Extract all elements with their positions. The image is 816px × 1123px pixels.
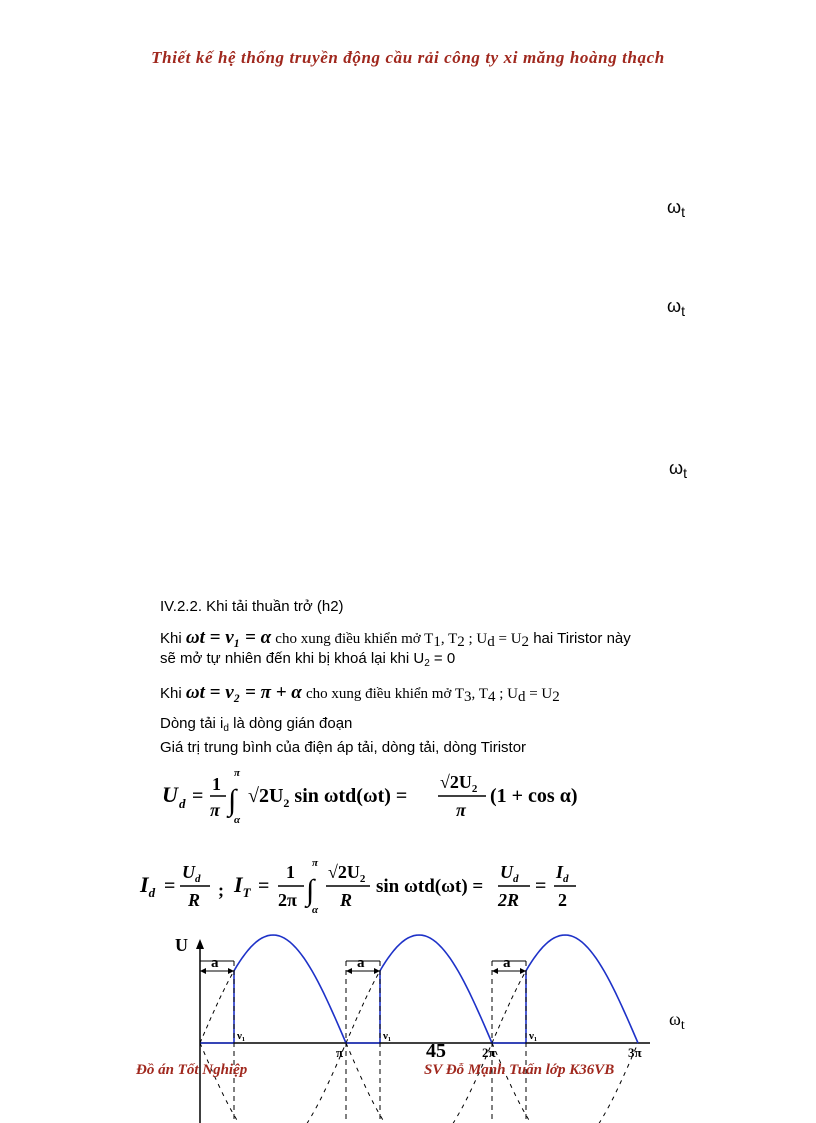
equals-sign: = xyxy=(535,875,547,897)
section-heading: IV.2.2. Khi tải thuần trở (h2) xyxy=(160,598,344,615)
frac3-num: $√2U_2$ xyxy=(328,862,366,885)
text-span: = U xyxy=(525,686,553,702)
omega-t-label-1 xyxy=(667,197,685,220)
text-span: sẽ mở tự nhiên đến khi bị khoá lại khi U xyxy=(160,650,425,667)
sub-2: 2 xyxy=(552,689,560,705)
half-wave-1 xyxy=(234,935,346,1043)
frac4-num: $U_d$ xyxy=(500,862,519,885)
alpha-arrow-right-1 xyxy=(228,968,234,974)
sub-2: 2 xyxy=(521,634,530,650)
equals-sign: = xyxy=(192,785,204,807)
nu-label-3: ν₁ xyxy=(529,1030,538,1042)
y-axis-arrow xyxy=(196,939,204,949)
sub-2: 2 xyxy=(424,658,430,669)
alpha-arrow-left-3 xyxy=(492,968,498,974)
text-span: , T xyxy=(440,631,458,647)
alpha-label-2: a xyxy=(357,955,365,971)
t-subscript: t xyxy=(683,465,687,481)
sub-d: d xyxy=(517,689,526,705)
frac2-num: $√2U_2$ xyxy=(440,772,478,795)
paragraph-line-4: Giá trị trung bình của điện áp tải, dòng tải, dòng Tiristor xyxy=(160,739,527,756)
sub-4: 4 xyxy=(487,689,496,705)
int-upper: π xyxy=(312,857,319,869)
integrand: $√2U_2$ sin ωtd(ωt) = xyxy=(248,785,408,810)
int-lower: α xyxy=(234,814,241,826)
dashed-pre-1 xyxy=(200,971,234,1043)
formula1-tail: (1 + cos α) xyxy=(490,785,578,807)
alpha-label-3: a xyxy=(503,955,511,971)
text-span: cho xung điều khiển mở T xyxy=(305,686,465,702)
separator: ; xyxy=(218,880,224,900)
khi-word: Khi xyxy=(160,685,182,702)
sub-d: d xyxy=(223,723,229,734)
omega-t-label-2 xyxy=(667,296,685,319)
angle-markers xyxy=(200,955,642,1123)
t-subscript: t xyxy=(681,204,685,220)
id-symbol: $I_d$ xyxy=(140,872,156,900)
paragraph-line-2 xyxy=(160,684,560,706)
dashed-negative-3 xyxy=(492,1043,638,1123)
equation-nu2: ωt = ν₂ = π + α xyxy=(185,682,302,703)
frac5-den: 2 xyxy=(558,890,567,910)
y-axis-label: U xyxy=(175,935,188,955)
sub-d: d xyxy=(487,634,495,650)
half-wave-2 xyxy=(380,935,492,1043)
frac-den: R xyxy=(188,890,201,910)
equation-nu1: ωt = ν₁ = α xyxy=(185,627,272,648)
text-span: ; U xyxy=(495,686,518,702)
t-subscript: t xyxy=(681,303,685,319)
alpha-arrow-left-1 xyxy=(200,968,206,974)
omega-t-label-3 xyxy=(669,458,687,481)
negative-dashed-curves xyxy=(200,971,638,1123)
waveform-graph xyxy=(0,925,816,1123)
omega-symbol: ω xyxy=(667,296,682,316)
x-tick-2: 2π xyxy=(482,1045,496,1060)
text-span: Dòng tải i xyxy=(160,715,224,732)
int-lower: α xyxy=(312,904,319,916)
text-span: , T xyxy=(471,686,488,702)
frac5-num: $I_d$ xyxy=(556,862,569,885)
omega-symbol: ω xyxy=(669,458,684,478)
nu-label-1: ν₁ xyxy=(237,1030,246,1042)
sub-1: 1 xyxy=(433,634,441,650)
text-span: cho xung điều khiển mở T xyxy=(275,631,434,647)
frac2-den: π xyxy=(456,800,466,820)
page-number: 45 xyxy=(426,1040,446,1062)
omega-symbol: ω xyxy=(667,197,682,217)
page-header: Thiết kế hệ thống truyền động cầu rải công ty xi măng hoàng thạch xyxy=(151,48,665,67)
dashed-negative-2 xyxy=(346,1043,492,1123)
paragraph-line-3 xyxy=(160,715,352,737)
equals-sign: = xyxy=(164,875,176,897)
frac1-den: π xyxy=(210,800,220,820)
text-span: = U xyxy=(494,631,522,647)
ud-sub: d xyxy=(179,796,186,811)
dashed-pre-3 xyxy=(492,971,526,1043)
frac3-den: R xyxy=(340,890,353,910)
formula2-mid: sin ωtd(ωt) = xyxy=(376,876,484,897)
alpha-arrow-right-3 xyxy=(520,968,526,974)
frac1-num: 1 xyxy=(212,774,221,794)
output-curves xyxy=(200,935,638,1043)
dashed-negative-1 xyxy=(200,1043,346,1123)
frac-num: $U_d$ xyxy=(182,862,201,885)
formula-id-it xyxy=(138,850,588,920)
frac2-num: 1 xyxy=(286,862,295,882)
paragraph-line-1 xyxy=(160,629,631,651)
text-span: là dòng gián đoạn xyxy=(228,715,353,732)
khi-word: Khi xyxy=(160,630,182,647)
dashed-pre-2 xyxy=(346,971,380,1043)
formula-ud xyxy=(160,760,580,830)
alpha-label-1: a xyxy=(211,955,219,971)
footer-left: Đồ án Tốt Nghiệp xyxy=(136,1062,248,1078)
sub-2: 2 xyxy=(457,634,465,650)
half-wave-3 xyxy=(526,935,638,1043)
ud-symbol: U xyxy=(162,782,178,807)
text-span: ; U xyxy=(464,631,488,647)
nu-label-2: ν₁ xyxy=(383,1030,392,1042)
x-tick-3: 3π xyxy=(628,1045,642,1060)
frac2-den: 2π xyxy=(278,890,297,910)
equals-sign: = xyxy=(258,875,270,897)
text-span: hai Tiristor này xyxy=(529,630,631,647)
integral-sign: ∫ xyxy=(228,784,237,817)
x-tick-1: π xyxy=(336,1045,344,1060)
x-axis-omega-label: $\omega_t$ xyxy=(669,1009,685,1033)
it-symbol: $I_T$ xyxy=(234,872,251,900)
integral-sign: ∫ xyxy=(306,874,315,907)
alpha-arrow-right-2 xyxy=(374,968,380,974)
paragraph-line-1-cont xyxy=(160,650,455,672)
alpha-arrow-left-2 xyxy=(346,968,352,974)
frac4-den: 2R xyxy=(498,890,520,910)
footer-right: SV Đỗ Mạnh Tuấn lớp K36VB xyxy=(424,1062,615,1078)
sub-3: 3 xyxy=(464,689,472,705)
text-span: = 0 xyxy=(429,650,456,667)
int-upper: π xyxy=(234,767,241,779)
